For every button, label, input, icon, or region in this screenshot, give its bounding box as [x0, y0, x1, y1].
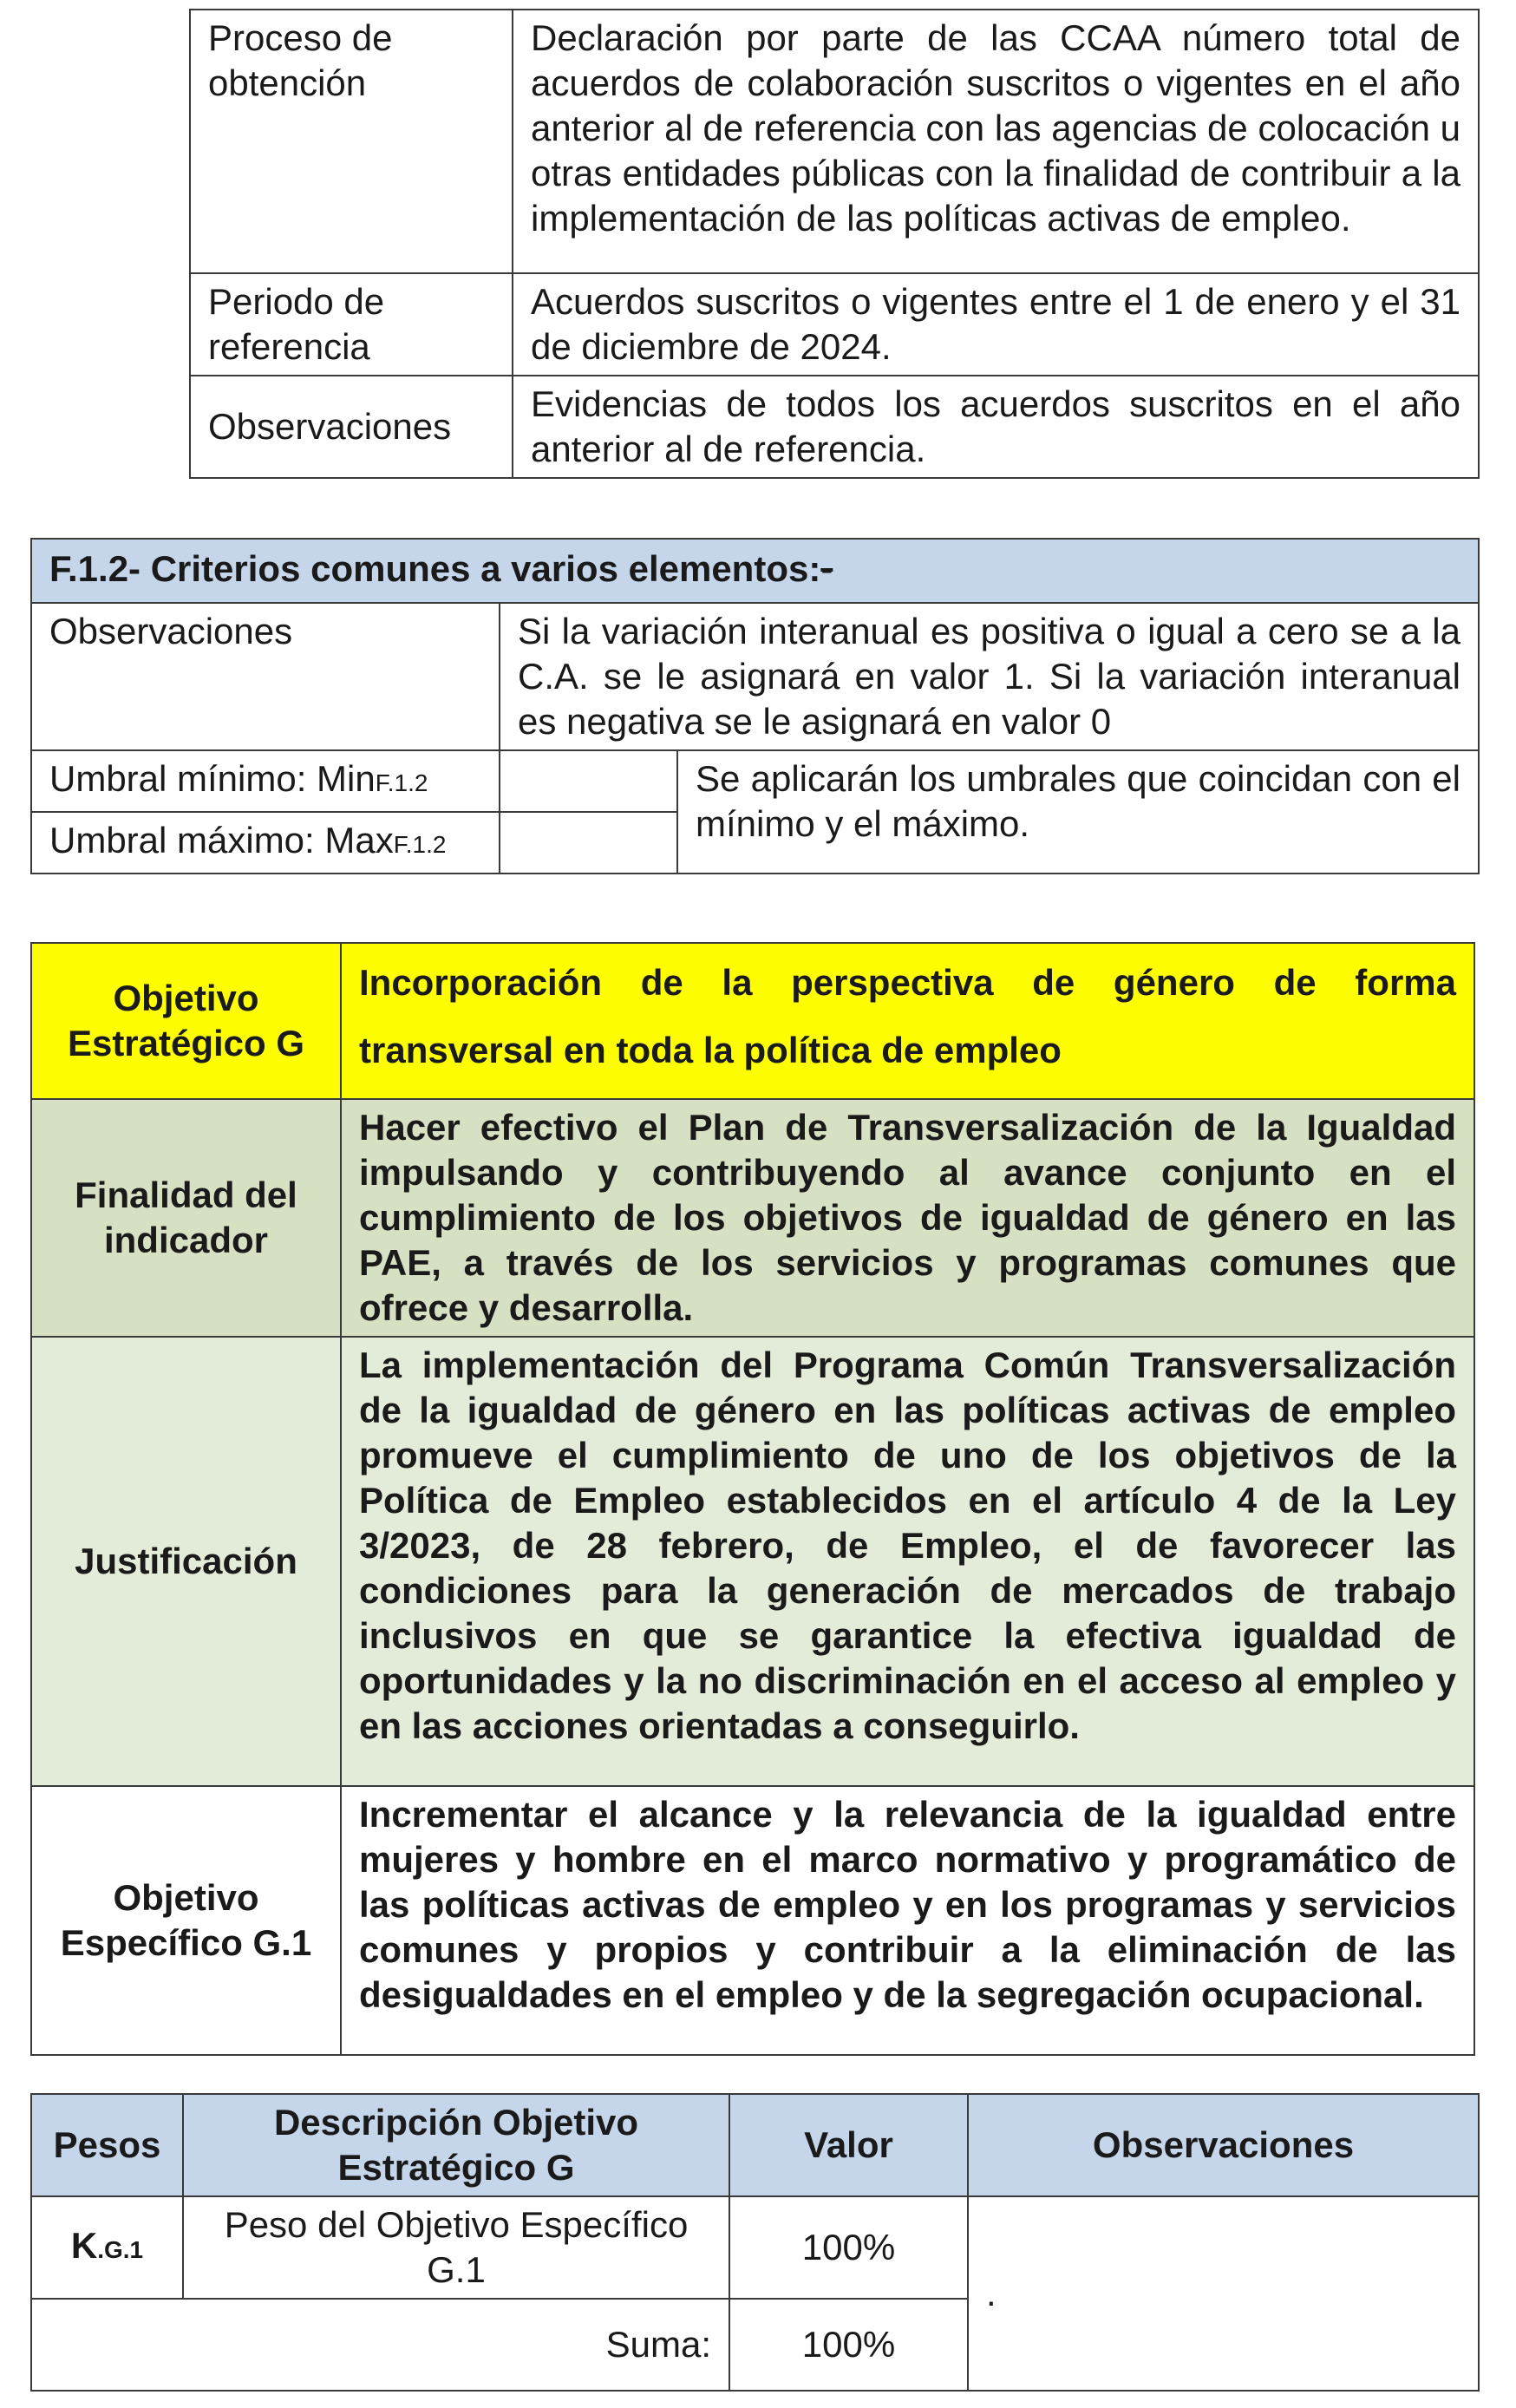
struck-mark: -: [820, 548, 833, 589]
objective-table: [30, 942, 1475, 2056]
justificacion-value: La implementación del Programa Común Transversalización de la igualdad de género en las políticas activas de empleo promueve el cumplimiento de uno de los objetivos de la Política de Empleo establecidos en el artículo 4 de la Ley 3/2023, de 28 febrero, de Empleo, el de favorecer las condiciones para la generación de mercados de trabajo inclusivos en que se garantice la efectiva igualdad de oportunidades y la no discriminación en el acceso al empleo y en las acciones orientadas a conseguirlo.: [341, 1337, 1474, 1786]
finalidad-label: Finalidad del indicador: [31, 1099, 341, 1337]
weights-table: [30, 2093, 1480, 2392]
objetivo-especifico-value: Incrementar el alcance y la relevancia de la igualdad entre mujeres y hombre en el marco normativo y programático de las políticas activas de empleo y en los programas y servicios comunes y propios y contribuir a la eliminación de las desigualdades en el empleo y de la segregación ocupacional.: [341, 1786, 1474, 2055]
header-observaciones: Observaciones: [968, 2094, 1479, 2196]
umbral-min-label: Umbral mínimo: MinF.1.2: [31, 750, 500, 812]
table-row: [31, 1099, 1474, 1337]
table-row: [31, 1337, 1474, 1786]
table-row: [31, 1786, 1474, 2055]
observaciones-value: Si la variación interanual es positiva o igual a cero se a la C.A. se le asignará en valor 1. Si la variación interanual es negativa se le asignará en valor 0: [500, 603, 1479, 750]
row-label: Observaciones: [190, 376, 513, 478]
table-row: [31, 603, 1479, 750]
justificacion-label: Justificación: [31, 1337, 341, 1786]
finalidad-value: Hacer efectivo el Plan de Transversalización de la Igualdad impulsando y contribuyendo al avance conjunto en el cumplimiento de los objetivos de igualdad de género en las PAE, a través de los servicios y programas comunes que ofrece y desarrolla.: [341, 1099, 1474, 1337]
observaciones-label: Observaciones: [31, 603, 500, 750]
header-descripcion: Descripción Objetivo Estratégico G: [183, 2094, 729, 2196]
section-heading: [31, 539, 1479, 603]
umbral-max-label: Umbral máximo: MaxF.1.2: [31, 812, 500, 874]
row-value: Acuerdos suscritos o vigentes entre el 1 de enero y el 31 de diciembre de 2024.: [513, 273, 1479, 376]
suma-label: Suma:: [31, 2299, 729, 2391]
objetivo-especifico-label: Objetivo Específico G.1: [31, 1786, 341, 2055]
row-label: Proceso de obtención: [190, 10, 513, 273]
table-header-row: [31, 539, 1479, 603]
row-label: Periodo de referencia: [190, 273, 513, 376]
suma-value: 100%: [729, 2299, 968, 2391]
table-row: [190, 10, 1479, 273]
row-value: Evidencias de todos los acuerdos suscritos en el año anterior al de referencia.: [513, 376, 1479, 478]
table-row: [31, 943, 1474, 1099]
objetivo-estrategico-value: Incorporación de la perspectiva de género de forma transversal en toda la política de empleo: [341, 943, 1474, 1099]
umbral-min-value: [500, 750, 677, 812]
section-heading-text: F.1.2- Criterios comunes a varios elementos:: [49, 548, 821, 589]
header-valor: Valor: [729, 2094, 968, 2196]
table-row: [31, 750, 1479, 812]
weight-key: K.G.1: [31, 2196, 183, 2299]
objetivo-estrategico-label: Objetivo Estratégico G: [31, 943, 341, 1099]
header-pesos: Pesos: [31, 2094, 183, 2196]
umbral-max-value: [500, 812, 677, 874]
umbral-note: Se aplicarán los umbrales que coincidan con el mínimo y el máximo.: [677, 750, 1479, 874]
table-row: [31, 2196, 1479, 2299]
observaciones-value: .: [968, 2196, 1479, 2391]
table-row: [190, 273, 1479, 376]
criteria-table: [30, 538, 1480, 874]
table-row: [190, 376, 1479, 478]
table-header-row: [31, 2094, 1479, 2196]
acquisition-table: [189, 9, 1480, 479]
row-value: Declaración por parte de las CCAA número total de acuerdos de colaboración suscritos o vigentes en el año anterior al de referencia con las agencias de colocación u otras entidades públicas con la finalidad de contribuir a la implementación de las políticas activas de empleo.: [513, 10, 1479, 273]
weight-description: Peso del Objetivo Específico G.1: [183, 2196, 729, 2299]
weight-value: 100%: [729, 2196, 968, 2299]
